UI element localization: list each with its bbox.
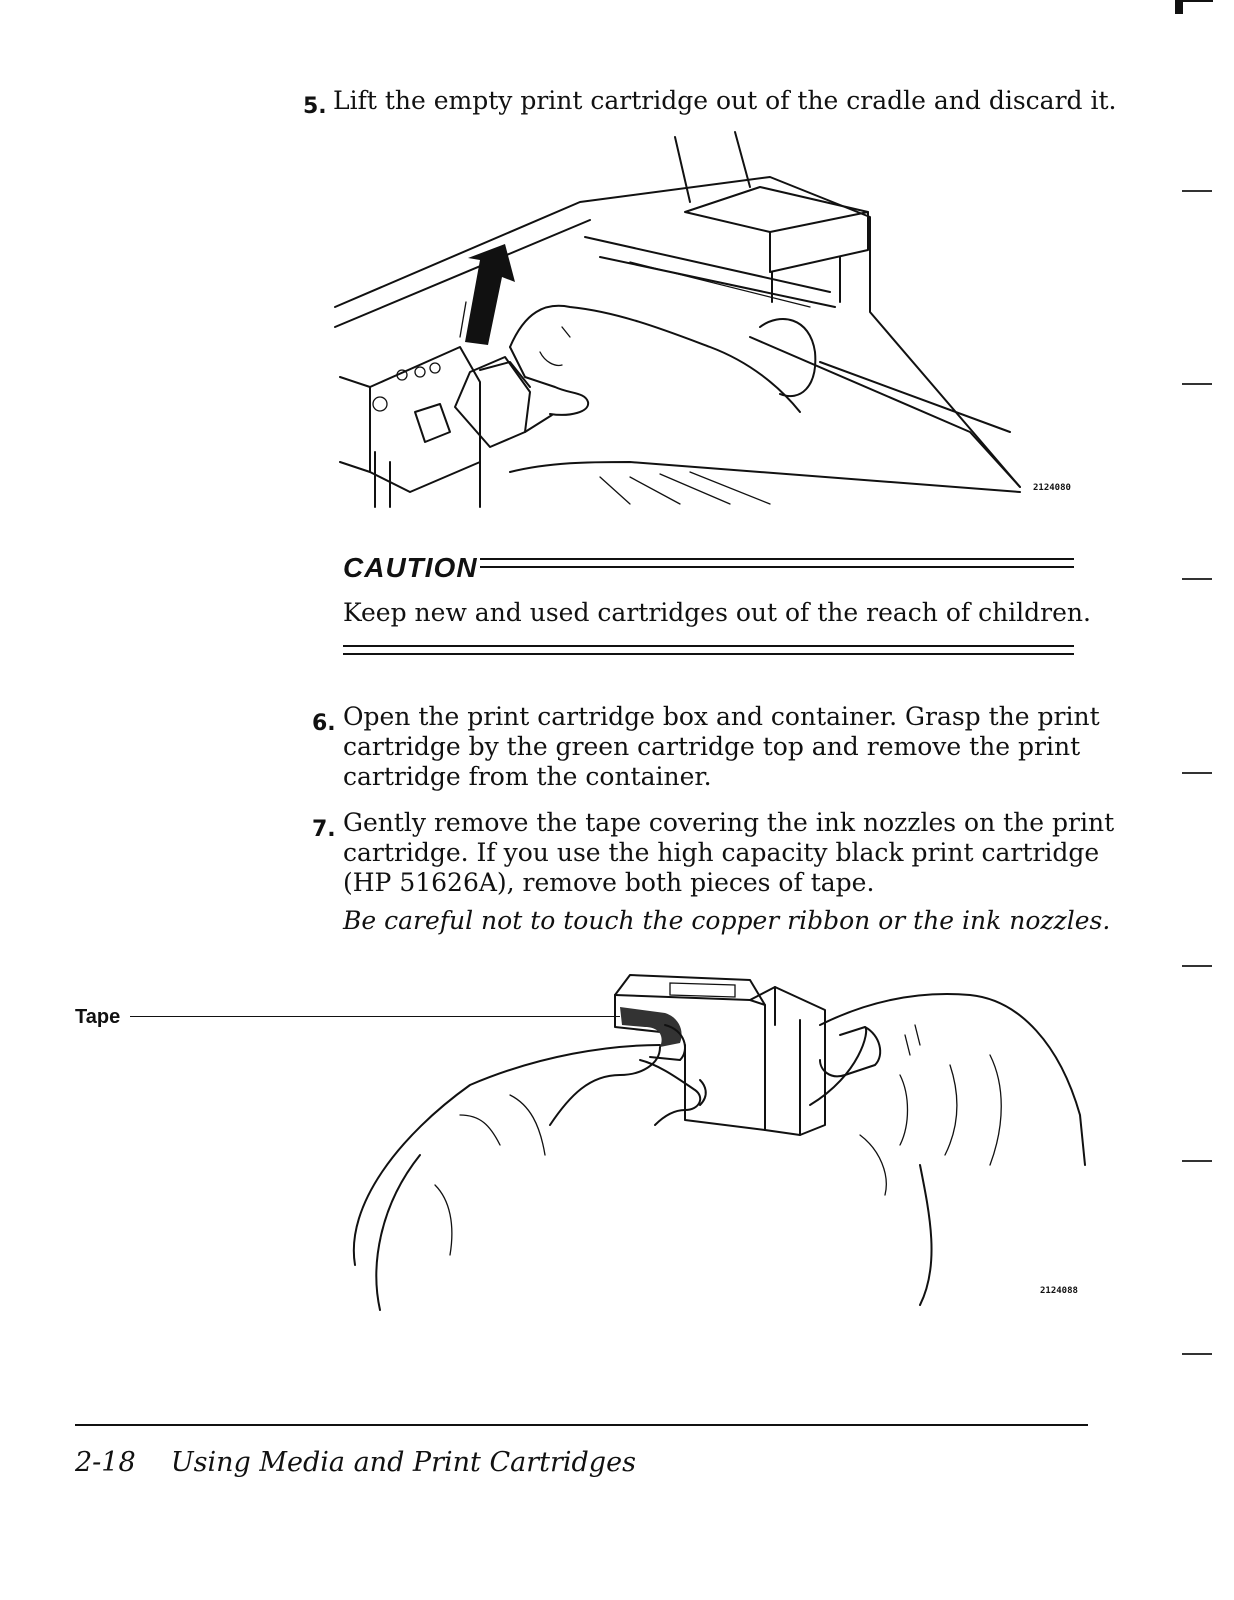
- corner-mark-line: [1183, 0, 1213, 2]
- step-text: Lift the empty print cartridge out of the cradle and discard it.: [333, 86, 1117, 115]
- footer: [75, 1447, 636, 1478]
- margin-tick: [1182, 383, 1212, 385]
- figure-code: 2124088: [1040, 1286, 1078, 1296]
- page-number: 2-18: [75, 1447, 136, 1478]
- caution-rule-bottom-2: [343, 653, 1074, 655]
- caution-rule-bottom: [343, 645, 1074, 647]
- corner-mark: [1175, 0, 1183, 14]
- margin-tick: [1182, 965, 1212, 967]
- section-title: Using Media and Print Cartridges: [170, 1447, 636, 1478]
- step-text: Gently remove the tape covering the ink nozzles on the print cartridge. If you use the high capacity black print cartridge (HP 51626A), remove both pieces of tape.: [343, 808, 1115, 897]
- margin-tick: [1182, 190, 1212, 192]
- caution-rule-top-2: [480, 566, 1074, 568]
- footer-rule: [75, 1424, 1088, 1426]
- up-arrow-icon: [465, 244, 515, 345]
- margin-tick: [1182, 772, 1212, 774]
- margin-tick: [1182, 1160, 1212, 1162]
- caution-note: Be careful not to touch the copper ribbon or the ink nozzles.: [343, 906, 1111, 935]
- margin-tick: [1182, 1353, 1212, 1355]
- step-text: Open the print cartridge box and container. Grasp the print cartridge by the green cartridge top and remove the print cartridge from the container.: [343, 702, 1100, 791]
- step-number: 5.: [303, 94, 327, 119]
- caution-text: Keep new and used cartridges out of the reach of children.: [343, 598, 1091, 627]
- caution-rule-top: [480, 558, 1074, 560]
- tape-callout-label: Tape: [75, 1006, 121, 1028]
- margin-tick: [1182, 578, 1212, 580]
- printer-carriage-illustration: [330, 132, 1030, 507]
- caution-title: CAUTION: [343, 552, 478, 583]
- step-number: 6.: [312, 711, 336, 736]
- step-number: 7.: [312, 817, 336, 842]
- figure-code: 2124080: [1033, 483, 1071, 493]
- print-cartridge-illustration: [340, 965, 1100, 1310]
